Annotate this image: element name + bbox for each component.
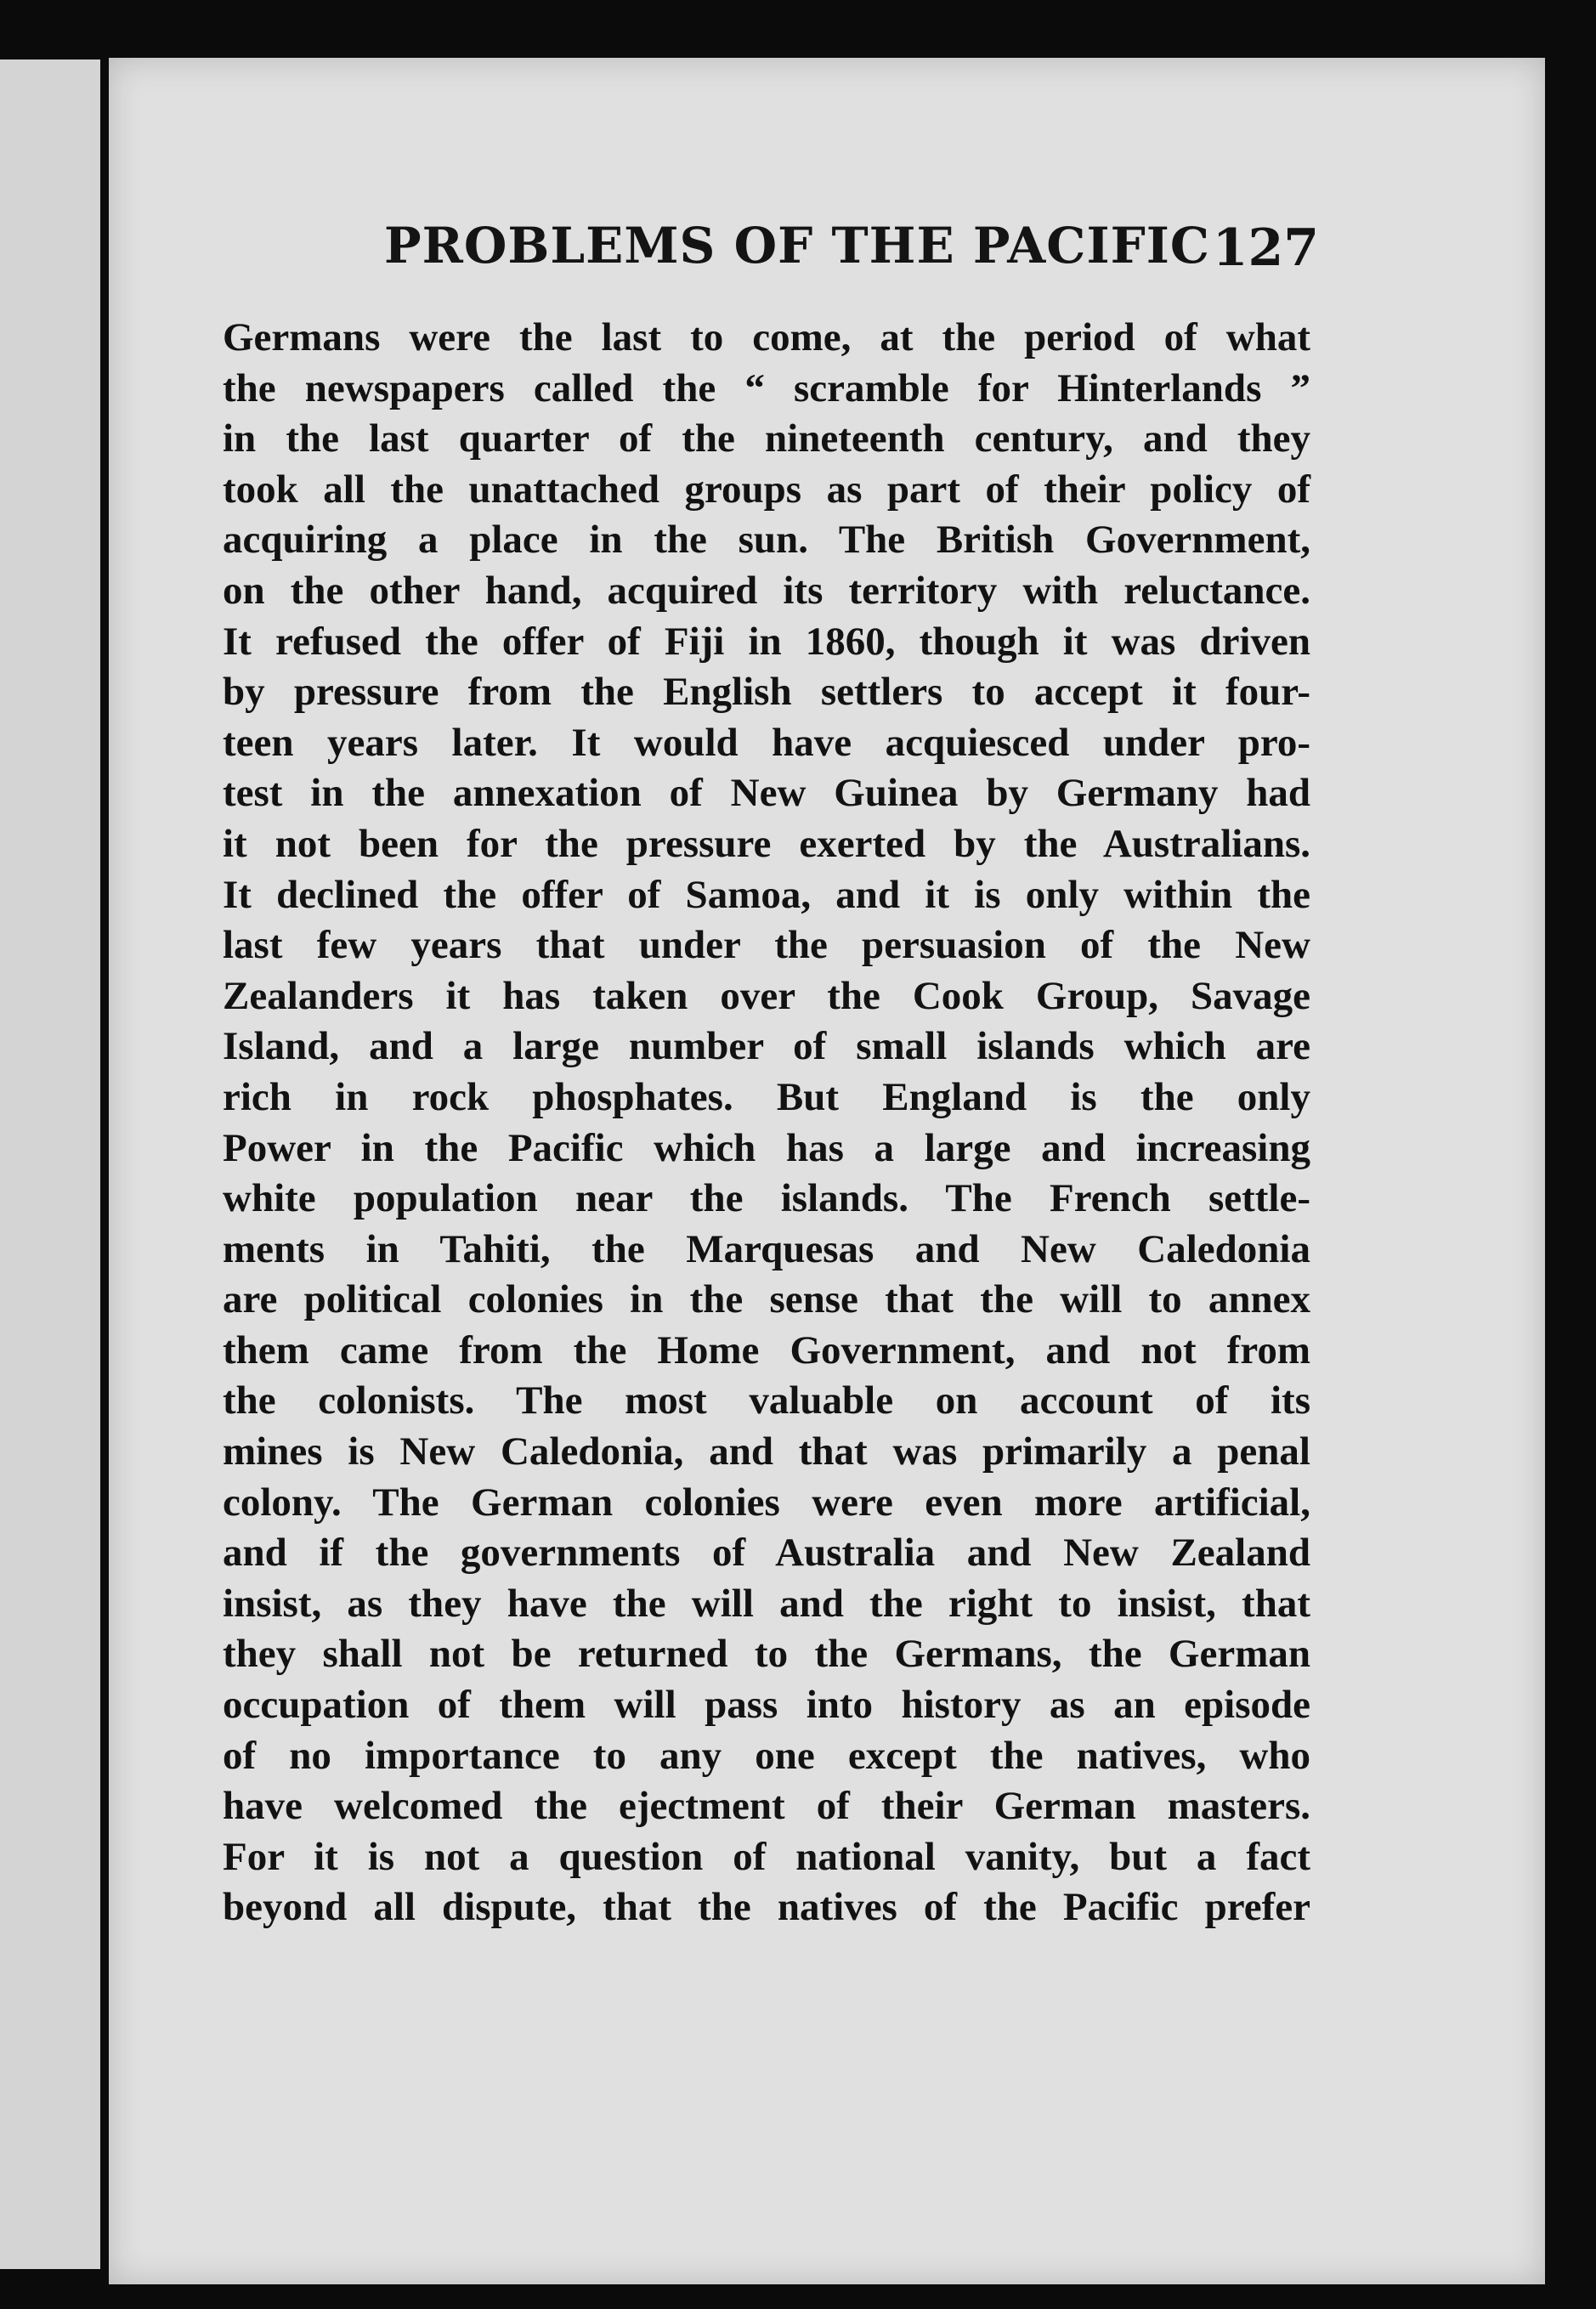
text-line: the newspapers called the “ scramble for Hinterlands ”	[223, 365, 1310, 410]
text-line: acquiring a place in the sun. The British Government,	[223, 518, 1310, 563]
text-line: are political colonies in the sense that the will to annex	[223, 1277, 1310, 1322]
text-line: they shall not be returned to the Germans, the German	[223, 1632, 1310, 1677]
previous-page-edge	[0, 59, 100, 2269]
text-line: Island, and a large number of small islands which are	[223, 1024, 1310, 1069]
text-line: last few years that under the persuasion of the New	[223, 923, 1310, 968]
text-line: white population near the islands. The French settle-	[223, 1176, 1310, 1221]
text-line: teen years later. It would have acquiesced under pro-	[223, 720, 1310, 765]
body-text	[223, 313, 1310, 1933]
text-line: It refused the offer of Fiji in 1860, though it was driven	[223, 619, 1310, 664]
text-line: It declined the offer of Samoa, and it is only within the	[223, 872, 1310, 917]
text-line: insist, as they have the will and the right to insist, that	[223, 1581, 1310, 1626]
text-line: mines is New Caledonia, and that was primarily a penal	[223, 1429, 1310, 1474]
text-line: on the other hand, acquired its territory with reluctance.	[223, 568, 1310, 613]
text-line: Power in the Pacific which has a large and increasing	[223, 1125, 1310, 1170]
text-line: For it is not a question of national vanity, but a fact	[223, 1834, 1310, 1879]
text-line: them came from the Home Government, and not from	[223, 1327, 1310, 1372]
page-number: 127	[1212, 218, 1319, 278]
page-header	[274, 217, 1319, 293]
text-line: beyond all dispute, that the natives of the Pacific prefer	[223, 1885, 1310, 1930]
text-line: have welcomed the ejectment of their German masters.	[223, 1784, 1310, 1829]
text-line: occupation of them will pass into history as an episode	[223, 1683, 1310, 1728]
text-line: rich in rock phosphates. But England is the only	[223, 1074, 1310, 1119]
text-line: in the last quarter of the nineteenth century, and they	[223, 416, 1310, 461]
text-line: the colonists. The most valuable on account of its	[223, 1378, 1310, 1423]
text-line: it not been for the pressure exerted by the Australians.	[223, 821, 1310, 866]
text-line: of no importance to any one except the natives, who	[223, 1733, 1310, 1778]
text-line: by pressure from the English settlers to accept it four-	[223, 670, 1310, 715]
text-line: and if the governments of Australia and New Zealand	[223, 1531, 1310, 1576]
running-title: PROBLEMS OF THE PACIFIC	[384, 217, 1211, 274]
text-line: Zealanders it has taken over the Cook Group, Savage	[223, 973, 1310, 1018]
text-line: test in the annexation of New Guinea by Germany had	[223, 771, 1310, 816]
text-line: Germans were the last to come, at the period of what	[223, 315, 1310, 359]
text-line: ments in Tahiti, the Marquesas and New Caledonia	[223, 1226, 1310, 1271]
text-line: took all the unattached groups as part of their policy of	[223, 467, 1310, 512]
text-line: colony. The German colonies were even more artificial,	[223, 1480, 1310, 1525]
